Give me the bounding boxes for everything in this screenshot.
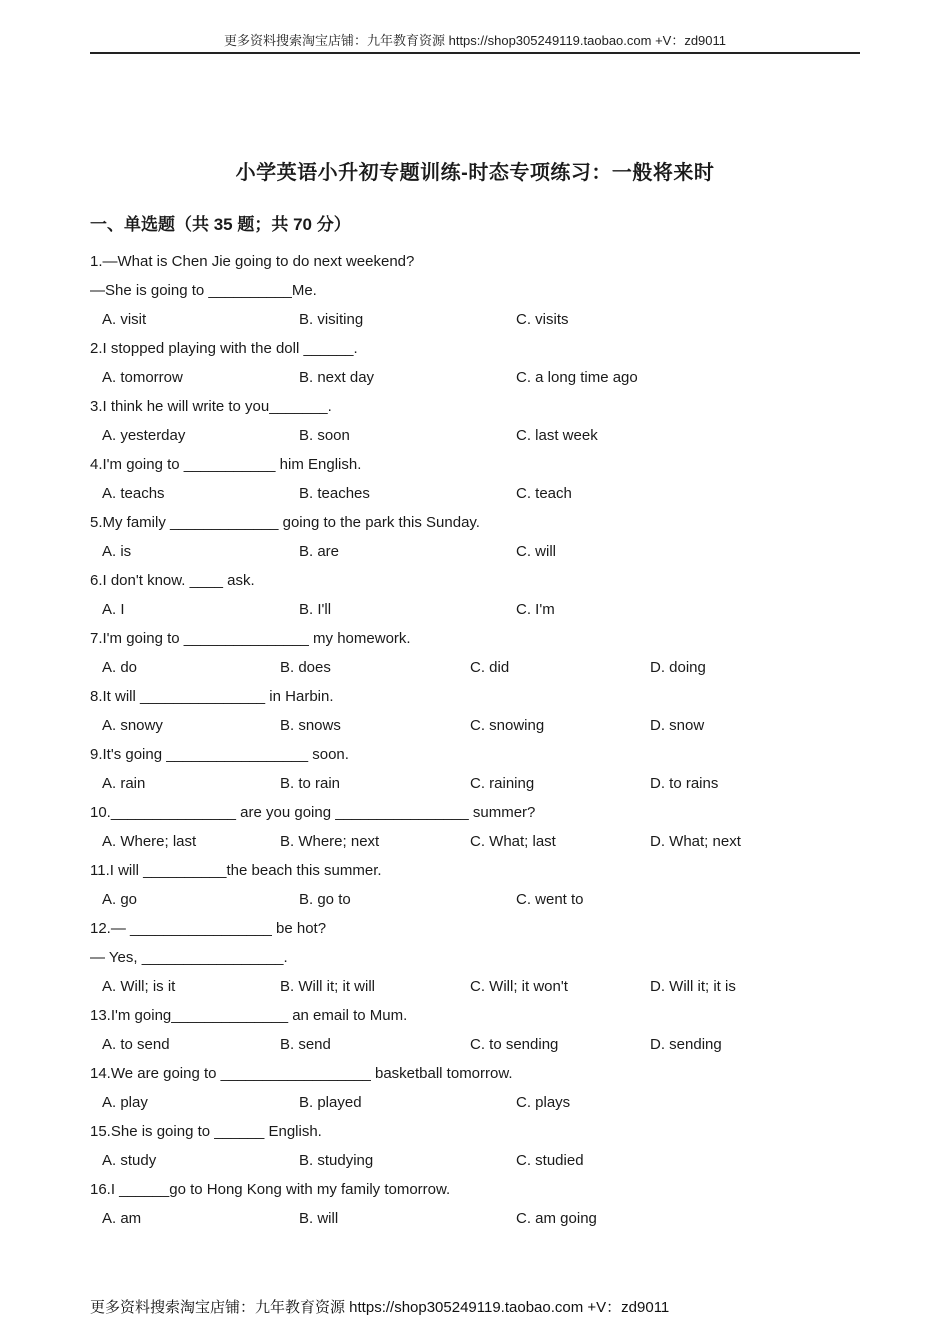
question-text: 1.—What is Chen Jie going to do next weekend? xyxy=(90,253,415,270)
question-item xyxy=(90,450,870,508)
options-row xyxy=(90,711,870,740)
answer-option[interactable]: A. snowy xyxy=(102,717,163,734)
page-header xyxy=(90,30,860,54)
question-text: 7.I'm going to _______________ my homework. xyxy=(90,630,411,647)
options-row xyxy=(90,421,870,450)
answer-option[interactable]: A. go xyxy=(102,891,138,908)
answer-option[interactable]: C. to sending xyxy=(470,1036,559,1053)
question-text: 16.I ______go to Hong Kong with my family tomorrow. xyxy=(90,1181,451,1198)
answer-option[interactable]: A. Will; is it xyxy=(102,978,176,995)
question-text: 5.My family _____________ going to the park this Sunday. xyxy=(90,514,480,531)
answer-option[interactable]: B. to rain xyxy=(280,775,341,792)
answer-option[interactable]: B. studying xyxy=(299,1152,374,1169)
question-text: 10._______________ are you going ________________ summer? xyxy=(90,804,536,821)
answer-option[interactable]: C. went to xyxy=(516,891,584,908)
answer-option[interactable]: A. study xyxy=(102,1152,157,1169)
question-item xyxy=(90,1001,870,1059)
question-text: 4.I'm going to ___________ him English. xyxy=(90,456,362,473)
answer-option[interactable]: A. yesterday xyxy=(102,427,186,444)
answer-option[interactable]: B. I'll xyxy=(299,601,332,618)
answer-option[interactable]: B. will xyxy=(299,1210,339,1227)
section-heading: 一、单选题（共 35 题；共 70 分） xyxy=(90,215,351,234)
options-row xyxy=(90,653,870,682)
page-footer xyxy=(90,1296,669,1317)
answer-option[interactable]: D. Will it; it is xyxy=(650,978,736,995)
options-row xyxy=(90,885,870,914)
question-item xyxy=(90,392,870,450)
question-text: 3.I think he will write to you_______. xyxy=(90,398,332,415)
options-row xyxy=(90,363,870,392)
question-item xyxy=(90,856,870,914)
question-text: 2.I stopped playing with the doll ______. xyxy=(90,340,358,357)
question-text: 9.It's going _________________ soon. xyxy=(90,746,349,763)
answer-option[interactable]: B. go to xyxy=(299,891,351,908)
answer-option[interactable]: C. plays xyxy=(516,1094,571,1111)
options-row xyxy=(90,972,870,1001)
options-row xyxy=(90,1146,870,1175)
answer-option[interactable]: C. studied xyxy=(516,1152,584,1169)
answer-option[interactable]: D. to rains xyxy=(650,775,719,792)
answer-option[interactable]: C. will xyxy=(516,543,556,560)
answer-option[interactable]: B. visiting xyxy=(299,311,364,328)
answer-option[interactable]: A. to send xyxy=(102,1036,170,1053)
question-text: 6.I don't know. ____ ask. xyxy=(90,572,255,589)
answer-option[interactable]: B. Will it; it will xyxy=(280,978,375,995)
answer-option[interactable]: C. What; last xyxy=(470,833,556,850)
answer-option[interactable]: D. What; next xyxy=(650,833,741,850)
question-item xyxy=(90,624,870,682)
question-text: 15.She is going to ______ English. xyxy=(90,1123,322,1140)
question-text: —She is going to __________Me. xyxy=(90,282,317,299)
options-row xyxy=(90,537,870,566)
answer-option[interactable]: A. tomorrow xyxy=(102,369,183,386)
answer-option[interactable]: A. I xyxy=(102,601,125,618)
options-row xyxy=(90,827,870,856)
options-row xyxy=(90,305,870,334)
answer-option[interactable]: B. soon xyxy=(299,427,350,444)
answer-option[interactable]: A. teachs xyxy=(102,485,165,502)
answer-option[interactable]: B. Where; next xyxy=(280,833,380,850)
answer-option[interactable]: A. play xyxy=(102,1094,148,1111)
answer-option[interactable]: C. last week xyxy=(516,427,598,444)
question-text: 12.— _________________ be hot? xyxy=(90,920,327,937)
answer-option[interactable]: C. did xyxy=(470,659,510,676)
question-item xyxy=(90,740,870,798)
answer-option[interactable]: B. next day xyxy=(299,369,375,386)
answer-option[interactable]: B. are xyxy=(299,543,340,560)
answer-option[interactable]: C. a long time ago xyxy=(516,369,638,386)
question-item xyxy=(90,1175,870,1233)
question-text: 14.We are going to __________________ basketball tomorrow. xyxy=(90,1065,513,1082)
answer-option[interactable]: A. visit xyxy=(102,311,147,328)
answer-option[interactable]: C. am going xyxy=(516,1210,597,1227)
answer-option[interactable]: B. played xyxy=(299,1094,362,1111)
answer-option[interactable]: C. I'm xyxy=(516,601,555,618)
question-item xyxy=(90,914,870,1001)
question-text: 8.It will _______________ in Harbin. xyxy=(90,688,334,705)
answer-option[interactable]: B. does xyxy=(280,659,331,676)
answer-option[interactable]: A. rain xyxy=(102,775,146,792)
footer-text: 更多资料搜索淘宝店铺：九年教育资源 https://shop305249119.taobao.com +V：zd9011 xyxy=(90,1299,670,1316)
question-item xyxy=(90,1059,870,1117)
question-item xyxy=(90,798,870,856)
answer-option[interactable]: D. sending xyxy=(650,1036,722,1053)
answer-option[interactable]: D. doing xyxy=(650,659,706,676)
answer-option[interactable]: B. teaches xyxy=(299,485,370,502)
question-item xyxy=(90,247,870,334)
answer-option[interactable]: C. teach xyxy=(516,485,572,502)
question-text: 13.I'm going______________ an email to Mum. xyxy=(90,1007,408,1024)
answer-option[interactable]: D. snow xyxy=(650,717,705,734)
question-item xyxy=(90,566,870,624)
answer-option[interactable]: A. do xyxy=(102,659,138,676)
question-item xyxy=(90,334,870,392)
options-row xyxy=(90,595,870,624)
options-row xyxy=(90,1088,870,1117)
question-item xyxy=(90,1117,870,1175)
options-row xyxy=(90,1204,870,1233)
options-row xyxy=(90,1030,870,1059)
answer-option[interactable]: B. send xyxy=(280,1036,331,1053)
answer-option[interactable]: A. is xyxy=(102,543,132,560)
answer-option[interactable]: B. snows xyxy=(280,717,341,734)
options-row xyxy=(90,479,870,508)
answer-option[interactable]: A. am xyxy=(102,1210,142,1227)
question-item xyxy=(90,682,870,740)
question-item xyxy=(90,508,870,566)
question-list xyxy=(90,247,870,1233)
question-text: 11.I will __________the beach this summer. xyxy=(90,862,382,879)
answer-option[interactable]: C. raining xyxy=(470,775,535,792)
page-title: 小学英语小升初专题训练-时态专项练习：一般将来时 xyxy=(235,162,715,184)
answer-option[interactable]: A. Where; last xyxy=(102,833,197,850)
answer-option[interactable]: C. snowing xyxy=(470,717,545,734)
answer-option[interactable]: C. Will; it won't xyxy=(470,978,568,995)
question-text: — Yes, _________________. xyxy=(90,949,288,966)
header-text: 更多资料搜索淘宝店铺：九年教育资源 https://shop305249119.taobao.com +V：zd9011 xyxy=(223,33,727,48)
answer-option[interactable]: C. visits xyxy=(516,311,569,328)
options-row xyxy=(90,769,870,798)
